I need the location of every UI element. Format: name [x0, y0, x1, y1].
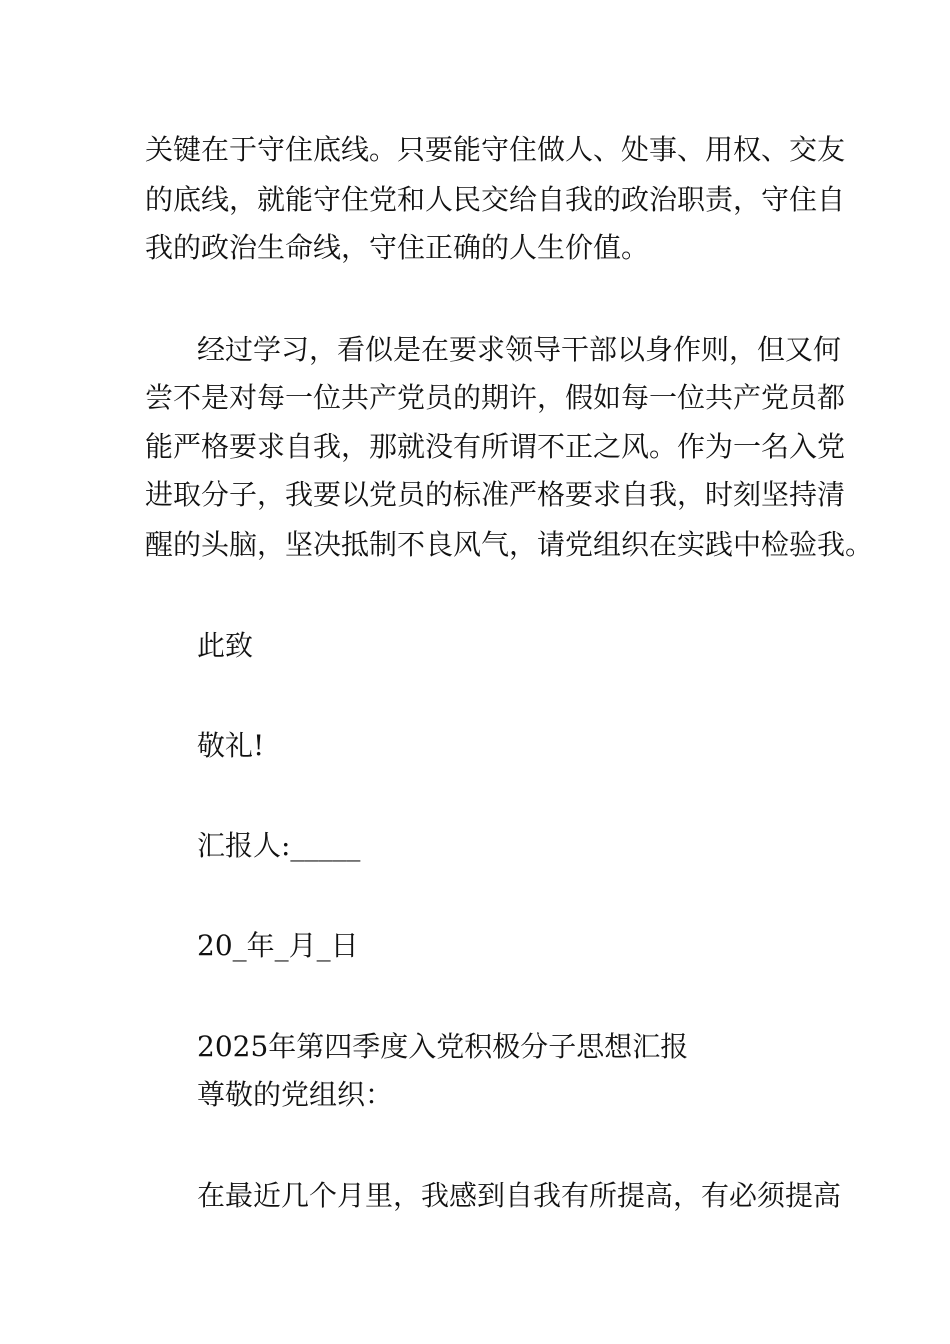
report-greeting: 尊敬的党组织：: [197, 1078, 394, 1111]
paragraph-1-line-3: 我的政治生命线，守住正确的人生价值。: [145, 231, 650, 264]
closing-salutation: 此致: [197, 629, 254, 662]
report-date: 20_年_月_日: [197, 929, 359, 962]
paragraph-2-line-2: 尝不是对每一位共产党员的期许，假如每一位共产党员都: [145, 381, 846, 414]
report-title: 2025年第四季度入党积极分子思想汇报: [197, 1030, 689, 1063]
paragraph-1-line-1: 关键在于守住底线。只要能守住做人、处事、用权、交友: [145, 133, 846, 166]
closing-regards: 敬礼!: [197, 729, 265, 762]
paragraph-2-line-4: 进取分子，我要以党员的标准严格要求自我，时刻坚持清: [145, 478, 846, 511]
paragraph-2-line-3: 能严格要求自我，那就没有所谓不正之风。作为一名入党: [145, 430, 846, 463]
paragraph-2-line-1: 经过学习，看似是在要求领导干部以身作则，但又何: [197, 333, 842, 366]
paragraph-1-line-2: 的底线，就能守住党和人民交给自我的政治职责，守住自: [145, 183, 846, 216]
paragraph-2-line-5: 醒的头脑，坚决抵制不良风气，请党组织在实践中检验我。: [145, 528, 874, 561]
report-body-line-1: 在最近几个月里，我感到自我有所提高，有必须提高: [197, 1179, 842, 1212]
reporter-signature-line: 汇报人:_____: [197, 829, 361, 862]
